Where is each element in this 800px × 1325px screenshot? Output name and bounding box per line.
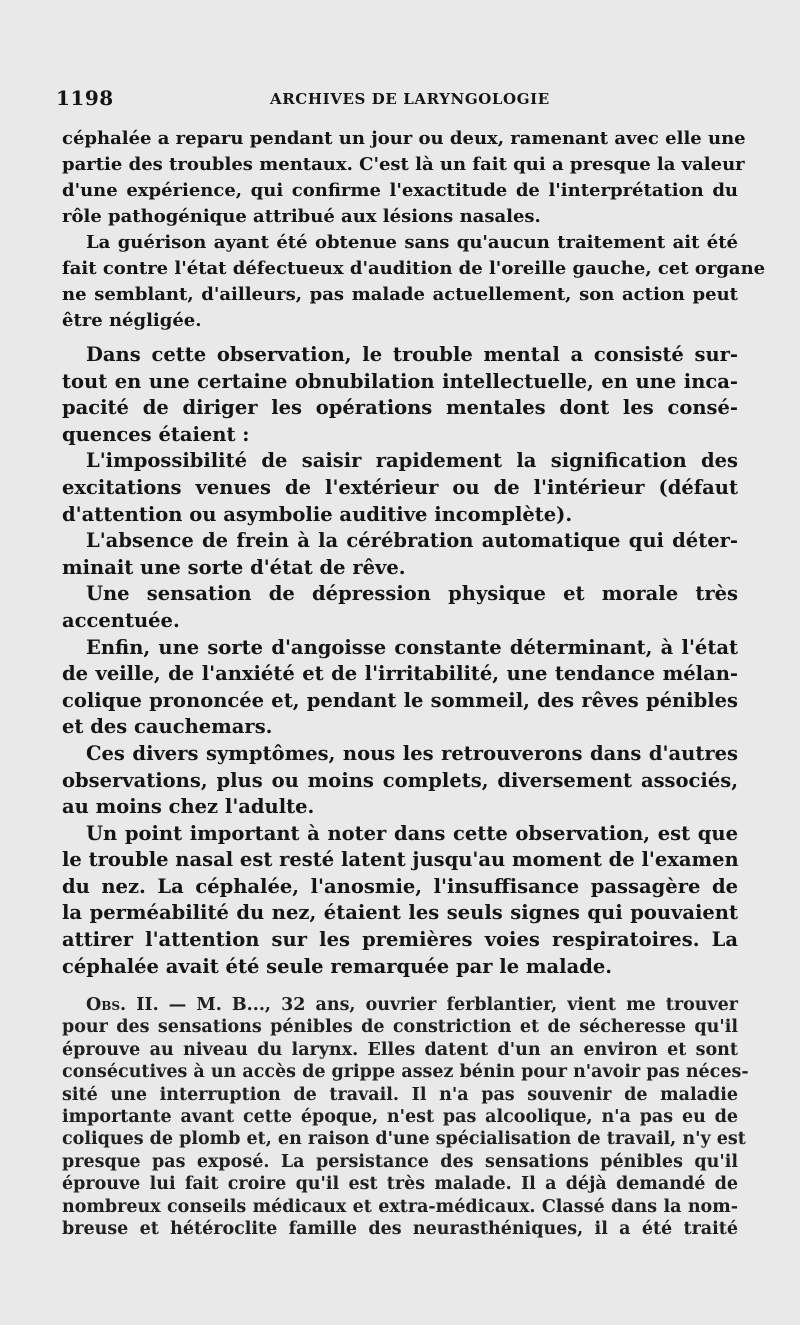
page-number: 1198 [56, 86, 114, 110]
text-line: L'impossibilité de saisir rapidement la signification des [86, 449, 738, 473]
text-line: pacité de diriger les opérations mentales dont les consé- [62, 396, 738, 420]
text-line: Une sensation de dépression physique et morale très [86, 582, 738, 606]
text-line: observations, plus ou moins complets, diversement associés, [62, 768, 738, 792]
text-line: nombreux conseils médicaux et extra-médicaux. Classé dans la nom- [62, 1196, 738, 1217]
text-line: et des cauchemars. [62, 715, 273, 739]
text-line: le trouble nasal est resté latent jusqu'au moment de l'examen [62, 848, 739, 872]
running-title: ARCHIVES DE LARYNGOLOGIE [270, 90, 550, 108]
observation-first-line-text: — M. B..., 32 ans, ouvrier ferblantier, vient me trouver [158, 995, 739, 1015]
text-line: pour des sensations pénibles de constriction et de sécheresse qu'il [62, 1017, 738, 1038]
text-line: importante avant cette époque, n'est pas alcoolique, n'a pas eu de [62, 1107, 738, 1128]
text-line: du nez. La céphalée, l'anosmie, l'insuffisance passagère de [62, 874, 738, 898]
text-line: éprouve lui fait croire qu'il est très malade. Il a déjà demandé de [62, 1174, 738, 1195]
text-line: breuse et hétéroclite famille des neurasthéniques, il a été traité [62, 1219, 738, 1240]
text-line: accentuée. [62, 608, 180, 632]
observation-label: Obs. II. [86, 995, 159, 1015]
text-line: ne semblant, d'ailleurs, pas malade actuellement, son action peut [62, 284, 738, 305]
text-line: rôle pathogénique attribué aux lésions nasales. [62, 206, 541, 227]
intro-paragraphs [62, 126, 766, 334]
text-line: Ces divers symptômes, nous les retrouverons dans d'autres [86, 741, 738, 765]
text-line: fait contre l'état défectueux d'audition de l'oreille gauche, cet organe [62, 258, 766, 279]
text-line: Un point important à noter dans cette observation, est que [86, 821, 738, 845]
text-line: de veille, de l'anxiété et de l'irritabilité, une tendance mélan- [62, 662, 738, 686]
text-line: L'absence de frein à la cérébration automatique qui déter- [86, 529, 738, 553]
text-line: quences étaient : [62, 422, 250, 446]
text-line: céphalée avait été seule remarquée par le malade. [62, 954, 613, 978]
text-line: excitations venues de l'extérieur ou de l'intérieur (défaut [62, 475, 738, 499]
text-line: éprouve au niveau du larynx. Elles datent d'un an environ et sont [62, 1039, 738, 1060]
observation-first-line [62, 994, 738, 1016]
text-line: tout en une certaine obnubilation intellectuelle, en une inca- [62, 369, 738, 393]
text-line: La guérison ayant été obtenue sans qu'aucun traitement ait été [86, 232, 738, 253]
text-line: Dans cette observation, le trouble mental a consisté sur- [86, 343, 738, 366]
discussion-paragraphs [62, 342, 738, 980]
observation-paragraph [62, 994, 749, 1240]
text-line: sité une interruption de travail. Il n'a pas souvenir de maladie [62, 1084, 738, 1105]
text-line: colique prononcée et, pendant le sommeil, des rêves pénibles [62, 688, 738, 712]
text-line: coliques de plomb et, en raison d'une spécialisation de travail, n'y est [62, 1129, 746, 1150]
text-line: d'une expérience, qui confirme l'exactitude de l'interprétation du [62, 180, 738, 201]
text-line: attirer l'attention sur les premières voies respiratoires. La [62, 928, 738, 952]
text-line: minait une sorte d'état de rêve. [62, 555, 406, 579]
text-line: presque pas exposé. La persistance des sensations pénibles qu'il [62, 1151, 738, 1172]
text-line: partie des troubles mentaux. C'est là un fait qui a presque la valeur [62, 154, 745, 175]
text-line: au moins chez l'adulte. [62, 795, 315, 819]
text-line: d'attention ou asymbolie auditive incomplète). [62, 502, 573, 526]
text-line: Enfin, une sorte d'angoisse constante déterminant, à l'état [86, 635, 738, 659]
text-line: consécutives à un accès de grippe assez bénin pour n'avoir pas néces- [62, 1062, 749, 1083]
text-line: céphalée a reparu pendant un jour ou deux, ramenant avec elle une [62, 128, 746, 149]
text-line: la perméabilité du nez, étaient les seuls signes qui pouvaient [62, 901, 738, 925]
text-line: être négligée. [62, 310, 202, 331]
